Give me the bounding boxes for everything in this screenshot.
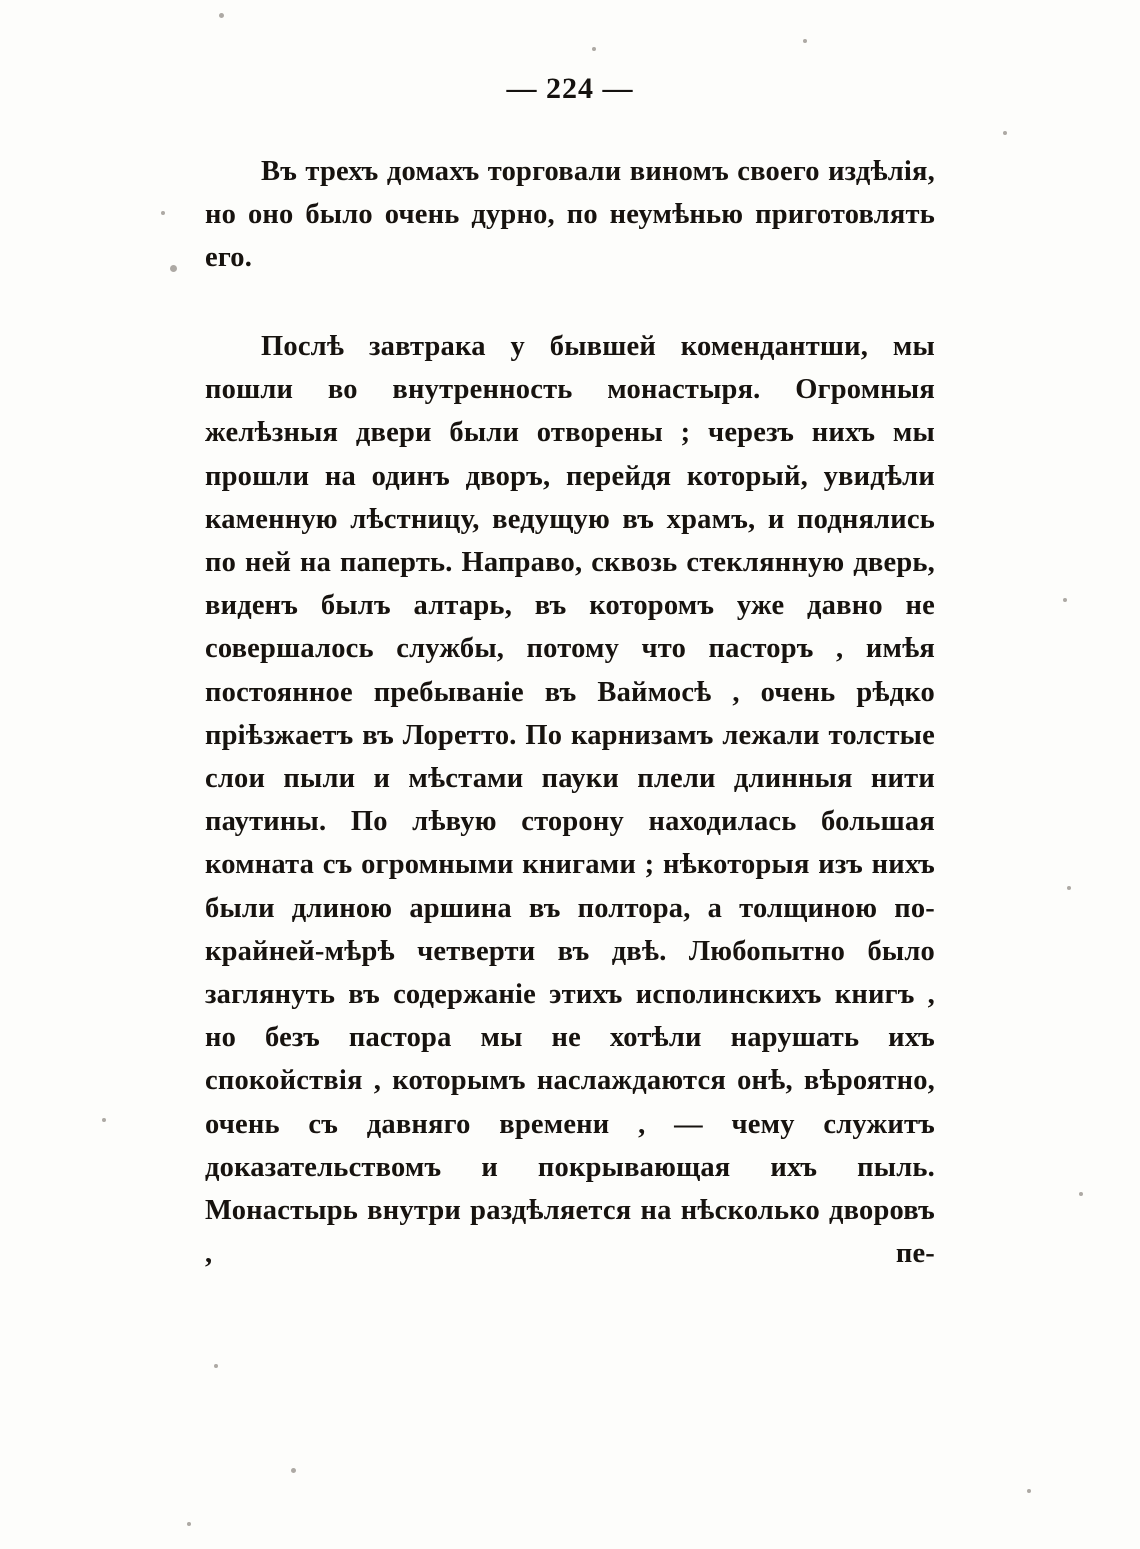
paper-speck xyxy=(187,1522,191,1526)
page-number: — 224 — xyxy=(506,72,634,105)
paper-speck xyxy=(1003,131,1007,135)
body-paragraph-2 xyxy=(205,325,935,1275)
paper-speck xyxy=(592,47,596,51)
paper-speck xyxy=(219,13,224,18)
body-paragraph-1 xyxy=(205,150,935,280)
paper-speck xyxy=(214,1364,218,1368)
paper-speck xyxy=(1027,1489,1031,1493)
paper-speck xyxy=(102,1118,106,1122)
paper-speck xyxy=(291,1468,296,1473)
paper-speck xyxy=(1079,1192,1083,1196)
paper-speck xyxy=(170,265,177,272)
paper-speck xyxy=(1063,598,1067,602)
paper-speck xyxy=(1067,886,1071,890)
paragraph-text xyxy=(205,325,935,1275)
paper-speck xyxy=(161,211,165,215)
paper-speck xyxy=(803,39,807,43)
paragraph-text xyxy=(205,150,935,280)
paragraph-1-text: Въ трехъ домахъ торговали виномъ своего издѣлія, но оно было очень дурно, по неумѣнью приготовлять его. xyxy=(205,156,935,274)
paragraph-2-text: Послѣ завтрака у бывшей комендантши, мы пошли во внутренность монастыря. Огромныя желѣзныя двери были отворены ; черезъ нихъ мы прошли на одинъ дворъ, перейдя который, увидѣли каменную лѣстницу, ведущую въ храмъ, и поднялись по ней на паперть. Направо, сквозь стеклянную дверь, виденъ былъ алтарь, въ которомъ уже давно не совершалось службы, потому что пасторъ , имѣя постоянное пребываніе въ Ваймосѣ , очень рѣдко пріѣзжаетъ въ Лоретто. По карнизамъ лежали толстые слои пыли и мѣстами пауки плели длинныя нити паутины. По лѣвую сторону находилась большая комната съ огромными книгами ; нѣкоторыя изъ нихъ были длиною аршина въ полтора, а толщиною по-крайней-мѣрѣ четверти въ двѣ. Любопытно было заглянуть въ содержаніе этихъ исполинскихъ книгъ , но безъ пастора мы не хотѣли нарушать ихъ спокойствія , которымъ наслаждаются онѣ, вѣроятно, очень съ давняго времени , — чему служитъ доказательствомъ и покрывающая ихъ пыль. Монастырь внутри раздѣляется на нѣсколько дворовъ , пе- xyxy=(205,331,935,1270)
